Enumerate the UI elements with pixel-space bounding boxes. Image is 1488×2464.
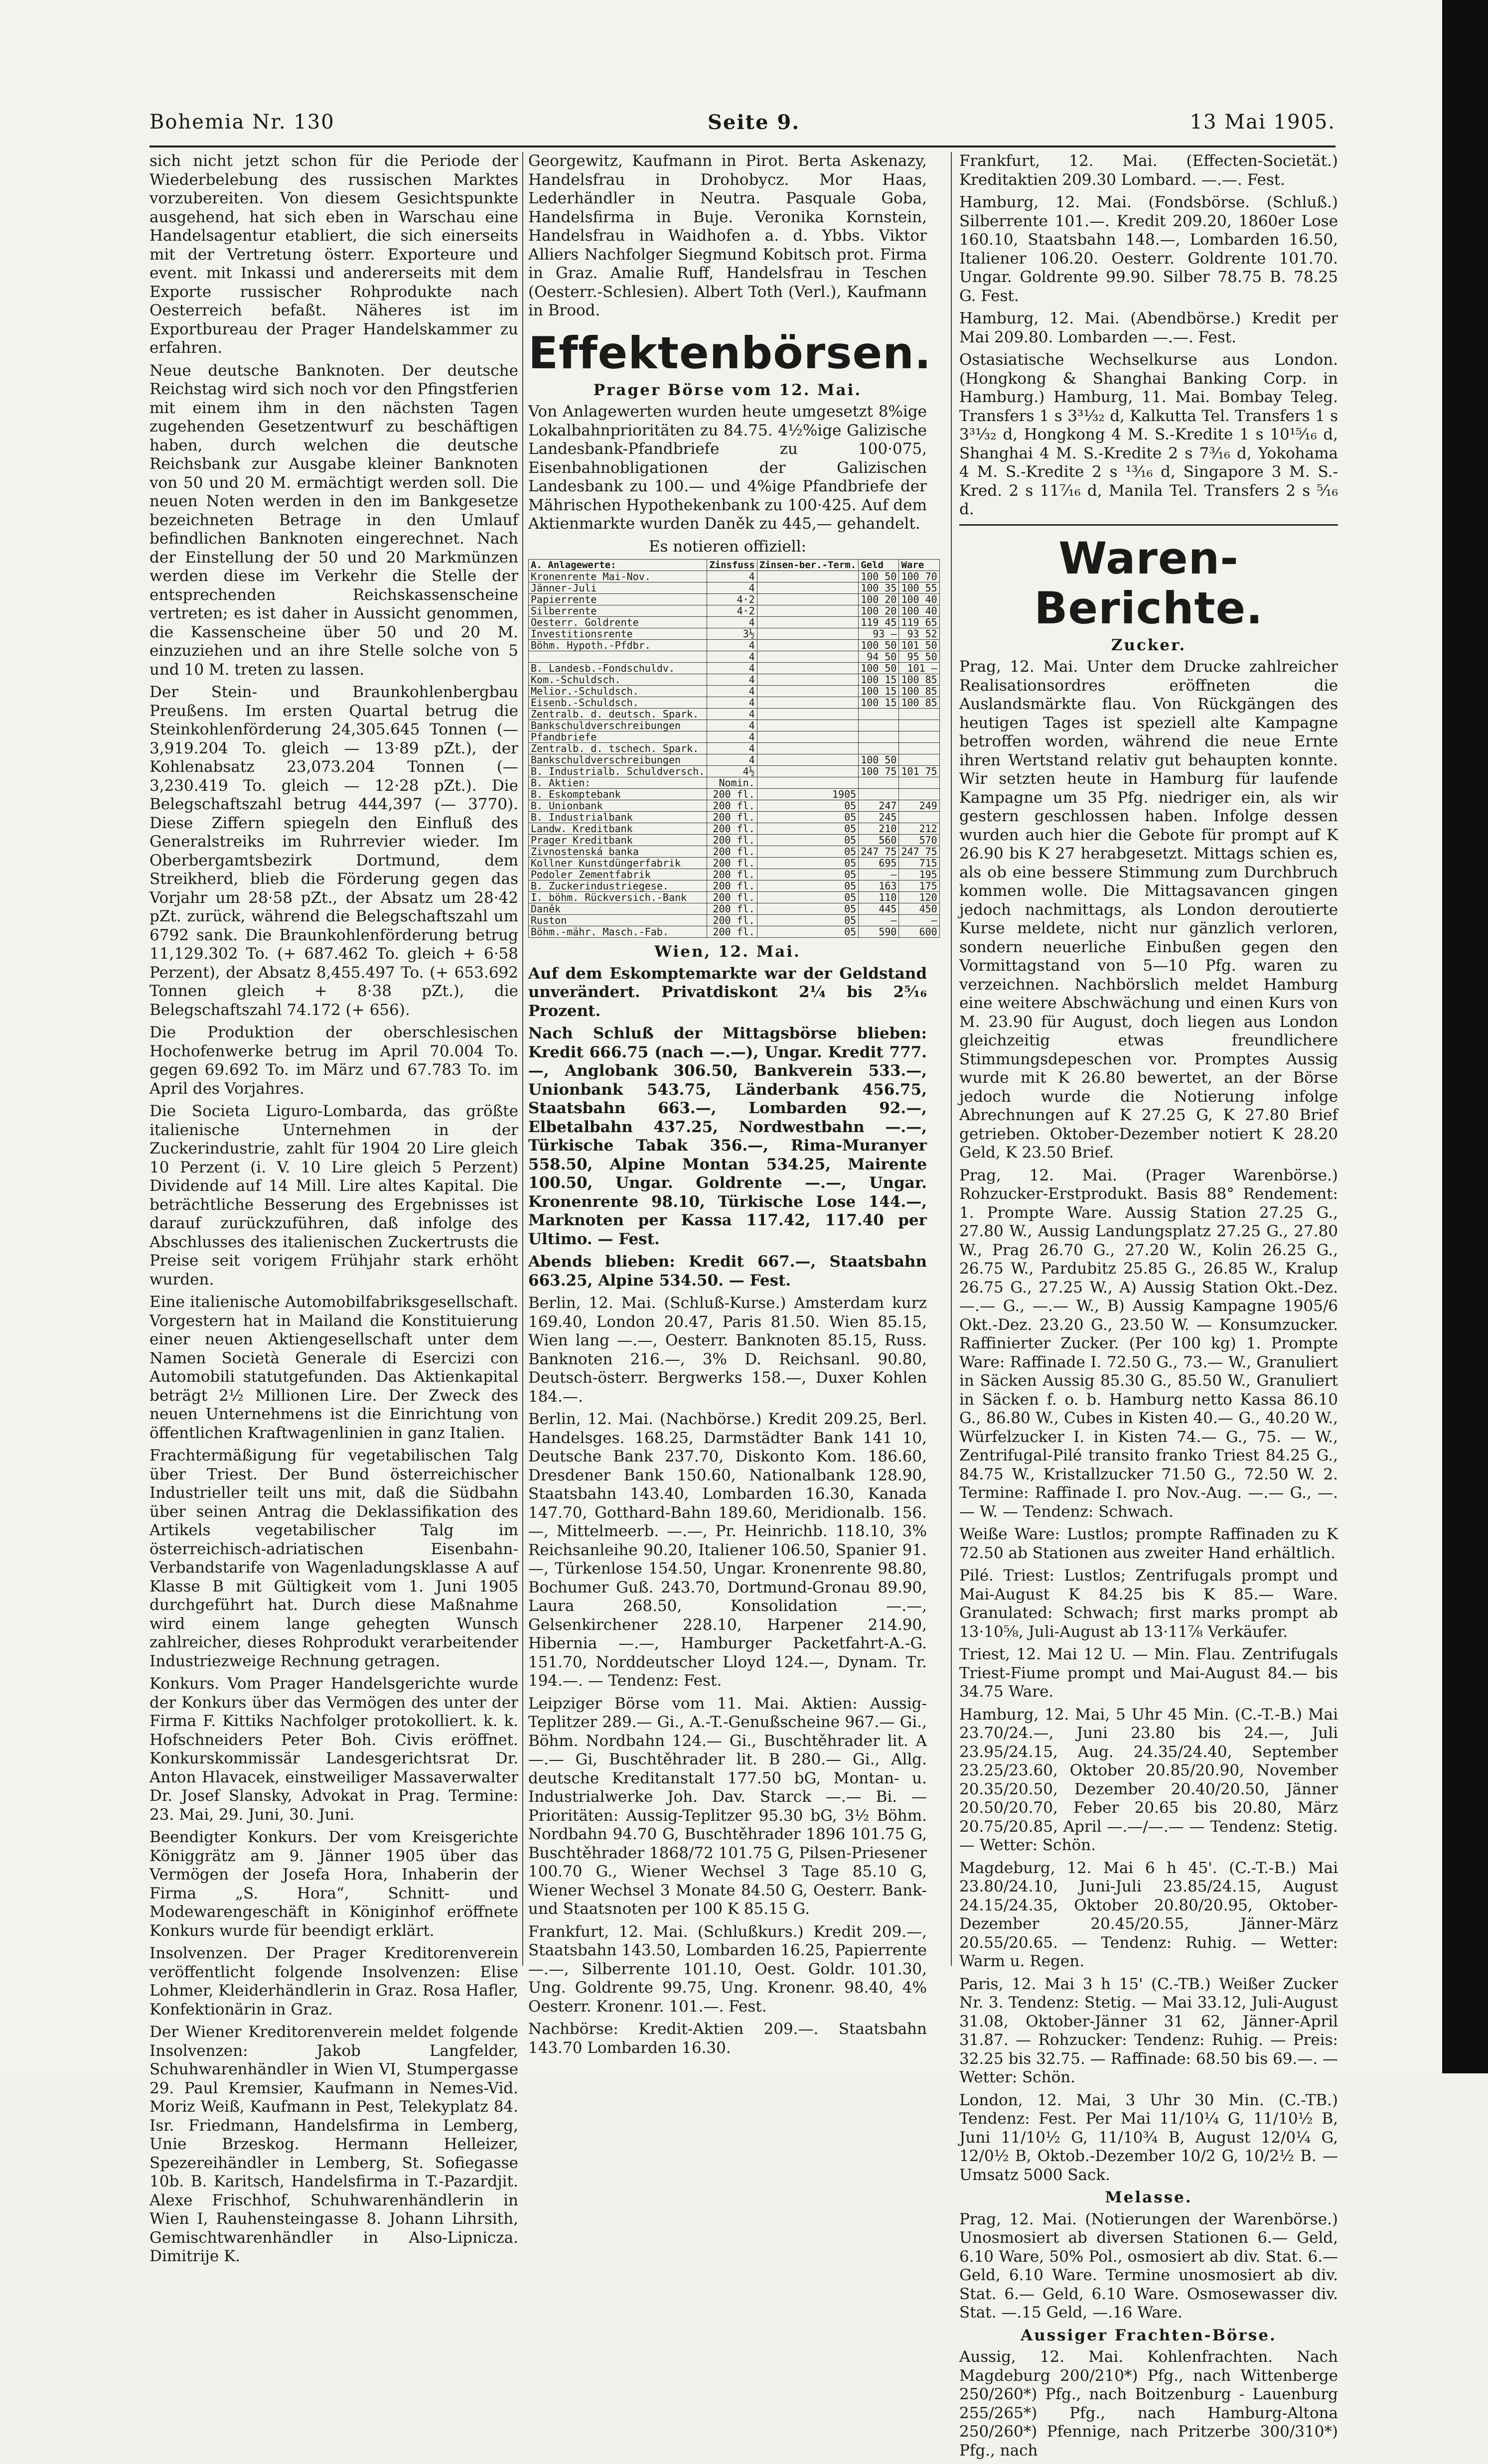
table-cell: 4½	[707, 766, 757, 777]
table-cell: 4	[707, 571, 757, 582]
article-paragraph: Eine italienische Automobilfabriksgesellschaft. Vorgestern hat in Mailand die Konstituierung einer neuen Aktiengesellschaft unter dem Namen Società Generale di Esercizi con Automobili statutgefunden. Das Aktienkapital beträgt 2½ Millionen Lire. Der Zweck des neuen Unternehmens ist die Einrichtung von öffentlichen Kraftwagenlinien in ganz Italien.	[149, 1293, 518, 1442]
table-cell: 3½	[707, 628, 757, 640]
table-cell: 100 85	[899, 674, 939, 686]
prager-boerse-heading: Prager Börse vom 12. Mai.	[593, 381, 862, 399]
zucker-warenboerse: Prag, 12. Mai. (Prager Warenbörse.) Rohzucker-Erstprodukt. Basis 88° Rendement: 1. Prompte Ware. Aussig Station 27.25 G., 27.80 W., Aussig Landungsplatz 27.25 G., 27.80 W., Prag 26.70 G., 27.20 W., Kolin 26.25 G., 26.75 W., Pardubitz 25.85 G., 26.85 W., Kralup 26.75 G., 27.25 W., A) Aussig Station Okt.-Dez. —.— G., —.— W., B) Aussig Kampagne 1905/6 Okt.-Dez. 23.20 G., 23.50 W. — Konsumzucker. Raffinierter Zucker. (Per 100 kg) 1. Prompte Ware: Raffinade I. 72.50 G., 73.— W., Granuliert in Säcken Aussig 85.30 G., 85.50 W., Granuliert in Säcken f. o. b. Hamburg netto Kassa 86.10 G., 86.80 W., Cubes in Kisten 40.— G., 40.20 W., Würfelzucker I. in Kisten 74.— G., 75. — W., Zentrifugal-Pilé transito franko Triest 84.25 G., 84.75 W., Kristallzucker 71.50 G., 72.50 W. 2. Termine: Raffinade I. pro Nov.-Aug. —.— G., —.— W. — Tendenz: Schwach.	[959, 1166, 1338, 1521]
article-paragraph: Insolvenzen. Der Prager Kreditorenverein veröffentlicht folgende Insolvenzen: Elise Lohmer, Kleiderhändlerin in Graz. Rosa Hafler, Konfektionärin in Graz.	[149, 1944, 518, 2019]
table-cell: Zivnostenská banka	[529, 846, 707, 858]
table-cell: 05	[757, 846, 858, 858]
table-cell: Daněk	[529, 903, 707, 915]
column-2	[528, 152, 937, 2061]
table-cell: 101 —	[899, 663, 939, 674]
table-cell: 450	[899, 903, 939, 915]
table-cell: Kom.-Schuldsch.	[529, 674, 707, 686]
table-cell	[757, 777, 858, 789]
table-cell	[757, 605, 858, 617]
table-row	[529, 903, 940, 915]
hamburg-abendboerse: Hamburg, 12. Mai. (Abendbörse.) Kredit per Mai 209.80. Lombarden —.—. Fest.	[959, 309, 1338, 346]
table-cell	[757, 709, 858, 720]
insolvency-continuation: Georgewitz, Kaufmann in Pirot. Berta Askenazy, Handelsfrau in Drohobycz. Mor Haas, Lederhändler in Neutra. Pasquale Goba, Handelsfirma in Buje. Veronika Kornstein, Handelsfrau in Waidhofen a. d. Ybbs. Viktor Alliers Nachfolger Siegmund Kobitsch prot. Firma in Graz. Amalie Ruff, Handelsfrau in Teschen (Oesterr.-Schlesien). Albert Toth (Verl.), Kaufmann in Brood.	[528, 152, 927, 319]
table-cell: 100 50	[859, 754, 899, 766]
table-cell	[859, 731, 899, 743]
table-cell: 05	[757, 892, 858, 903]
table-row	[529, 697, 940, 709]
table-cell: Investitionsrente	[529, 628, 707, 640]
table-row	[529, 892, 940, 903]
table-cell: 200 fl.	[707, 800, 757, 812]
table-row	[529, 777, 940, 789]
table-cell: 101 50	[899, 640, 939, 651]
table-cell: 100 70	[899, 571, 939, 582]
table-cell	[757, 754, 858, 766]
wien-discount: Auf dem Eskomptemarkte war der Geldstand unverändert. Privatdiskont 2¼ bis 2⁵⁄₁₆ Prozent.	[528, 964, 927, 1020]
leipzig-boerse: Leipziger Börse vom 11. Mai. Aktien: Aussig-Teplitzer 289.— Gi., A.-T.-Genußscheine 967.— Gi., Böhm. Nordbahn 124.— Gi., Buschtěhrader lit. A —.— Gi, Buschtěhrader lit. B 280.— Gi., Allg. deutsche Kreditanstalt 177.50 bG, Montan- u. Industrialwerke Joh. Dav. Starck —.— Bi. — Prioritäten: Aussig-Teplitzer 95.30 bG, 3½ Böhm. Nordbahn 94.70 G, Buschtěhrader 1896 101.75 G, Buschtěhrader 1868/72 101.75 G, Pilsen-Priesener 100.70 G., Wiener Wechsel 3 Tage 85.10 G, Wiener Wechsel 3 Monate 84.50 G, Oesterr. Bank- und Staatsnoten per 100 K 85.15 G.	[528, 1694, 927, 1918]
table-row	[529, 823, 940, 835]
table-row	[529, 766, 940, 777]
triest-report: Triest, 12. Mai 12 U. — Min. Flau. Zentrifugals Triest-Fiume prompt und Mai-August 84.— bis 34.75 Ware.	[959, 1645, 1338, 1701]
weisse-ware: Weiße Ware: Lustlos; prompte Raffinaden zu K 72.50 ab Stationen aus zweiter Hand erhältlich.	[959, 1525, 1338, 1562]
table-cell: 100 55	[899, 582, 939, 594]
table-cell: 119 45	[859, 617, 899, 628]
article-paragraph: Beendigter Konkurs. Der vom Kreisgerichte Königgrätz am 9. Jänner 1905 über das Vermögen der Josefa Hora, Inhaberin der Firma „S. Hora“, Schnitt- und Modewarengeschäft in Königinhof eröffnete Konkurs wurde für beendigt erklärt.	[149, 1828, 518, 1940]
table-cell: 4	[707, 754, 757, 766]
table-cell: 590	[859, 926, 899, 938]
table-row	[529, 605, 940, 617]
table-cell: 100 85	[899, 697, 939, 709]
article-paragraph: Der Wiener Kreditorenverein meldet folgende Insolvenzen: Jakob Langfelder, Schuhwarenhändler in Wien VI, Stumpergasse 29. Paul Kremsier, Kaufmann in Nemes-Vid. Moriz Weiß, Kaufmann in Pest, Telekyplatz 84. Isr. Friedmann, Handelsfirma in Lemberg, Unie Brzeskog. Hermann Helleizer, Spezereihändler in Lemberg, St. Sofiegasse 10b. B. Karitsch, Handelsfirma in T.-Pazardjit. Alexe Frischhof, Schuhwarenhändlerin in Wien I, Rauhensteingasse 8. Johann Lihrsith, Gemischtwarenhändler in Also-Lipnicza. Dimitrije K.	[149, 2023, 518, 2265]
frachten-report: Aussig, 12. Mai. Kohlenfrachten. Nach Magdeburg 200/210*) Pfg., nach Wittenberge 250/260*) Pfg., nach Boitzenburg - Lauenburg 255/265*) Pfg., nach Hamburg-Altona 250/260*) Pfennige, nach Pritzerbe 300/310*) Pfg., nach	[959, 2348, 1338, 2460]
table-cell: 95 50	[899, 651, 939, 663]
table-cell: 200 fl.	[707, 869, 757, 880]
table-cell: 200 fl.	[707, 880, 757, 892]
table-cell: Podoler Zementfabrik	[529, 869, 707, 880]
table-cell: 200 fl.	[707, 915, 757, 926]
header-paper-name: Bohemia Nr. 130	[149, 111, 335, 134]
table-cell: 200 fl.	[707, 903, 757, 915]
article-paragraph: sich nicht jetzt schon für die Periode der Wiederbelebung des russischen Marktes vorzubereiten. Von diesem Gesichtspunkte ausgehend, hat sich eben in Warschau eine Handelsagentur etabliert, die sich einerseits mit der Vertretung österr. Exporteure und event. mit Inkassi und andererseits mit dem Exporte russischer Rohprodukte nach Oesterreich befaßt. Näheres ist im Exportbureau der Prager Handelskammer zu erfahren.	[149, 152, 518, 357]
table-cell: 05	[757, 835, 858, 846]
section-title-warenberichte: Waren-Berichte.	[1034, 532, 1263, 634]
table-cell: Nomin.	[707, 777, 757, 789]
article-paragraph: Konkurs. Vom Prager Handelsgerichte wurde der Konkurs über das Vermögen des unter der Firma F. Kittiks Nachfolger protokolliert. k. k. Hofschneiders Peter Boh. Civis eröffnet. Konkurskommissär Landesgerichtsrat Dr. Anton Hlavacek, einstweiliger Massaverwalter Dr. Josef Slansky, Advokat in Prag. Termine: 23. Mai, 29. Juni, 30. Juni.	[149, 1675, 518, 1824]
berlin-afterhours: Berlin, 12. Mai. (Nachbörse.) Kredit 209.25, Berl. Handelsges. 168.25, Darmstädter Bank 141 10, Deutsche Bank 237.70, Diskonto Kom. 186.60, Dresdener Bank 150.60, Nationalbank 128.90, Staatsbahn 143.40, Lombarden 16.30, Kanada 147.70, Gotthard-Bahn 189.60, Meridionalb. 156.—, Mittelmeerb. —.—, Pr. Heinrichb. 118.10, 3% Reichsanleihe 90.20, Italiener 106.50, Spanier 91.—, Türkenlose 154.50, Ungar. Kronenrente 98.80, Bochumer Guß. 243.70, Dortmund-Gronau 89.90, Laura 268.50, Konsolidation —.—, Gelsenkirchener 228.10, Harpener 214.90, Hibernia —.—, Hamburger Packetfahrt-A.-G. 151.70, Norddeutscher Lloyd 124.—, Dynam. Tr. 194.—. — Tendenz: Fest.	[528, 1410, 927, 1690]
table-cell	[859, 777, 899, 789]
london-zucker: London, 12. Mai, 3 Uhr 30 Min. (C.-TB.) Tendenz: Fest. Per Mai 11/10¼ G, 11/10½ B, Juni 11/10½ G, 11/10¾ B, August 12/0¼ G, 12/0½ B, Oktob.-Dezember 10/2 G, 10/2½ B. — Umsatz 5000 Sack.	[959, 2091, 1338, 2184]
table-cell: I. böhm. Rückversich.-Bank	[529, 892, 707, 903]
table-cell: 200 fl.	[707, 823, 757, 835]
table-cell: Kronenrente Mai-Nov.	[529, 571, 707, 582]
table-cell	[899, 777, 939, 789]
table-cell: 05	[757, 812, 858, 823]
frankfurt-afterhours: Nachbörse: Kredit-Aktien 209.—. Staatsbahn 143.70 Lombarden 16.30.	[528, 2020, 927, 2057]
zucker-report: Prag, 12. Mai. Unter dem Drucke zahlreicher Realisationsordres eröffneten die Auslandsmärkte flau. Von Rückgängen des heutigen Tages ist speziell alte Kampagne betroffen worden, während die neue Ernte ihren Wertstand relativ gut behaupten konnte. Wir setzten heute in Hamburg für laufende Kampagne um 35 Pfg. niedriger ein, als wir gestern geschlossen haben. Infolge dessen wurden auch hier die Gebote für prompt auf K 26.90 bis K 27 herabgesetzt. Mittags schien es, als ob eine bessere Stimmung zum Durchbruch kommen wolle. Die Mittagsavancen gingen jedoch nachmittags, als London deroutierte Kurse meldete, nicht nur gänzlich verloren, sondern neuerliche Einbußen gegen den Vormittagstand von 5—10 Pfg. waren zu verzeichnen. Nachbörslich meldet Hamburg eine weitere Abschwächung und einen Kurs von M. 23.90 für August, doch liegen aus London gleichzeitig etwas freundlichere Stimmungsdepeschen vor. Promptes Aussig wurde mit K 26.80 bewertet, an der Börse jedoch wurde die Notierung infolge Abrechnungen auf K 27.25 G, K 27.80 Brief getrieben. Oktober-Dezember notiert K 28.20 Geld, K 23.50 Brief.	[959, 658, 1338, 1161]
frachten-heading: Aussiger Frachten-Börse.	[1021, 2326, 1277, 2344]
table-cell: 93 —	[859, 628, 899, 640]
table-cell: 05	[757, 915, 858, 926]
table-row	[529, 869, 940, 880]
exchange-rate-table	[528, 559, 940, 938]
table-cell: B. Aktien:	[529, 777, 707, 789]
table-header: Zinsfuss	[707, 560, 757, 571]
table-cell: 570	[899, 835, 939, 846]
article-paragraph: Frachtermäßigung für vegetabilischen Talg über Triest. Der Bund österreichischer Industrieller teilt uns mit, daß die Südbahn über seinen Antrag die Deklassifikation des Artikels vegetabilischer Talg im österreichisch-adriatischen Eisenbahn-Verbandstarife von Wagenladungsklasse A auf Klasse B mit Gültigkeit vom 1. Juni 1905 durchgeführt hat. Durch diese Maßnahme wird einem lange gehegten Wunsch zahlreicher, dieses Rohprodukt verarbeitender Industriezweige Rechnung getragen.	[149, 1447, 518, 1670]
table-cell: 100 15	[859, 674, 899, 686]
table-cell: 200 fl.	[707, 858, 757, 869]
magdeburg-zucker: Magdeburg, 12. Mai 6 h 45'. (C.-T.-B.) Mai 23.80/24.10, Juni-Juli 23.85/24.15, August 24.15/24.35, Oktober 20.80/20.95, Oktober-Dezember 20.45/20.55, Jänner-März 20.55/20.65. — Tendenz: Ruhig. — Wetter: Warm u. Regen.	[959, 1859, 1338, 1970]
table-cell: B. Industrialbank	[529, 812, 707, 823]
table-cell: 100 40	[899, 605, 939, 617]
column-rule-2	[951, 152, 952, 1966]
berlin-closing: Berlin, 12. Mai. (Schluß-Kurse.) Amsterdam kurz 169.40, London 20.47, Paris 81.50. Wien 85.15, Wien lang —.—, Oesterr. Banknoten 85.15, Russ. Banknoten 216.—, 3% D. Reichsanl. 90.80, Deutsch-österr. Bergwerks 158.—, Duxer Kohlen 184.—.	[528, 1294, 927, 1406]
table-row	[529, 686, 940, 697]
table-cell: 100 35	[859, 582, 899, 594]
table-row	[529, 846, 940, 858]
table-cell: —	[899, 915, 939, 926]
table-cell: Eisenb.-Schuldsch.	[529, 697, 707, 709]
table-row	[529, 674, 940, 686]
article-paragraph: Die Societa Liguro-Lombarda, das größte italienische Unternehmen in der Zuckerindustrie, zahlt für 1904 20 Lire gleich 10 Perzent (i. V. 10 Lire gleich 5 Perzent) Dividende auf 14 Mill. Lire altes Kapital. Die beträchtliche Besserung des Ergebnisses ist darauf zurückzuführen, daß infolge des Abschlusses des italienischen Zuckertrusts die Preise seit vorigem Frühjahr stark erhöht wurden.	[149, 1102, 518, 1289]
header-page-number: Seite 9.	[708, 111, 800, 134]
table-cell: 119 65	[899, 617, 939, 628]
table-cell: 4	[707, 663, 757, 674]
table-cell: B. Zuckerindustriegese.	[529, 880, 707, 892]
section-title-effektenboersen: Effektenbörsen.	[528, 327, 932, 379]
table-cell	[859, 709, 899, 720]
table-cell	[899, 789, 939, 800]
table-row	[529, 628, 940, 640]
table-cell: B. Industrialb. Schuldversch.	[529, 766, 707, 777]
table-header: Ware	[899, 560, 939, 571]
table-cell	[757, 674, 858, 686]
table-row	[529, 571, 940, 582]
table-cell: 100 40	[899, 594, 939, 605]
table-cell: 05	[757, 869, 858, 880]
table-cell: 247 75	[859, 846, 899, 858]
table-cell: Landw. Kreditbank	[529, 823, 707, 835]
table-cell: 200 fl.	[707, 789, 757, 800]
header-rule	[149, 145, 1336, 147]
table-cell	[757, 640, 858, 651]
table-cell: 100 20	[859, 605, 899, 617]
table-cell	[899, 812, 939, 823]
melasse-heading: Melasse.	[1105, 2188, 1192, 2206]
table-cell: 212	[899, 823, 939, 835]
table-cell: 4	[707, 731, 757, 743]
table-cell: 120	[899, 892, 939, 903]
table-cell: Zentralb. d. tschech. Spark.	[529, 743, 707, 754]
table-cell: 100 20	[859, 594, 899, 605]
table-cell: 100 75	[859, 766, 899, 777]
wien-closing: Nach Schluß der Mittagsbörse blieben: Kredit 666.75 (nach —.—), Ungar. Kredit 777.—, Anglobank 306.50, Bankverein 533.—, Unionbank 543.75, Länderbank 456.75, Staatsbahn 663.—, Lombarden 92.—, Elbetalbahn 437.25, Nordwestbahn —.—, Türkische Tabak 356.—, Rima-Muranyer 558.50, Alpine Montan 534.25, Mairente 100.50, Ungar. Goldrente —.—, Ungar. Kronenrente 98.10, Türkische Lose 144.—, Marknoten per Kassa 117.42, 117.40 per Ultimo. — Fest.	[528, 1024, 927, 1248]
table-cell: 163	[859, 880, 899, 892]
table-cell: Pfandbriefe	[529, 731, 707, 743]
table-row	[529, 663, 940, 674]
article-paragraph: Der Stein- und Braunkohlenbergbau Preußens. Im ersten Quartal betrug die Steinkohlenförderung 24,305.645 Tonnen (— 3,919.204 To. gleich — 13·89 pZt.), der Kohlenabsatz 23,073.204 Tonnen (— 3,230.419 To. gleich — 12·28 pZt.). Die Belegschaftszahl betrug 444,397 (— 3770). Diese Ziffern spiegeln den Einfluß des Generalstreiks im Ruhrrevier wieder. Im Oberbergamtsbezirk Dortmund, dem Streikherd, blieb die Förderung gegen das Vorjahr um 28·58 pZt., der Absatz um 28·42 pZt. zurück, während die Belegschaftszahl um 6792 sank. Die Braunkohlenförderung betrug 11,129.302 To. (+ 687.462 To. gleich + 6·58 Perzent), der Absatz 8,455.497 To. (+ 653.692 Tonnen gleich + 8·38 pZt.), die Belegschaftszahl 74.172 (+ 656).	[149, 683, 518, 1019]
table-row	[529, 812, 940, 823]
hamburg-fondsboerse: Hamburg, 12. Mai. (Fondsbörse. (Schluß.) Silberrente 101.—. Kredit 209.20, 1860er Lose 160.10, Staatsbahn 148.—, Lombarden 16.50, Italiener 106.20. Oesterr. Goldrente 101.70. Ungar. Goldrente 99.90. Silber 78.75 B. 78.25 G. Fest.	[959, 193, 1338, 305]
table-row	[529, 640, 940, 651]
article-paragraph: Die Produktion der oberschlesischen Hochofenwerke betrug im April 70.004 To. gegen 69.692 To. im März und 67.783 To. im April des Vorjahres.	[149, 1023, 518, 1098]
table-cell	[529, 651, 707, 663]
table-cell: 4	[707, 709, 757, 720]
table-cell: 200 fl.	[707, 812, 757, 823]
table-cell	[899, 709, 939, 720]
header-date: 13 Mai 1905.	[1190, 111, 1336, 134]
table-cell: 4	[707, 697, 757, 709]
table-body	[529, 571, 940, 938]
table-cell: 05	[757, 800, 858, 812]
table-cell: 4	[707, 720, 757, 731]
hamburg-zucker: Hamburg, 12. Mai, 5 Uhr 45 Min. (C.-T.-B.) Mai 23.70/24.—, Juni 23.80 bis 24.—, Juli 23.95/24.15, Aug. 24.35/24.40, September 23.25/23.60, Oktober 20.85/20.90, November 20.35/20.50, Dezember 20.40/20.50, Jänner 20.50/20.70, Feber 20.65 bis 20.80, März 20.75/20.85, April —.—/—.— — Tendenz: Stetig. — Wetter: Schön.	[959, 1705, 1338, 1854]
table-row	[529, 835, 940, 846]
table-cell: Kollner Kunstdüngerfabrik	[529, 858, 707, 869]
table-cell: 05	[757, 880, 858, 892]
table-cell: 4	[707, 582, 757, 594]
table-cell: Zentralb. d. deutsch. Spark.	[529, 709, 707, 720]
table-cell	[757, 686, 858, 697]
frankfurt-effecten: Frankfurt, 12. Mai. (Effecten-Societät.) Kreditaktien 209.30 Lombard. —.—. Fest.	[959, 152, 1338, 189]
table-cell: 200 fl.	[707, 892, 757, 903]
scan-border	[1442, 0, 1488, 2073]
table-cell: 247	[859, 800, 899, 812]
table-cell: 195	[899, 869, 939, 880]
table-cell: 1905	[757, 789, 858, 800]
table-row	[529, 858, 940, 869]
zucker-heading: Zucker.	[1111, 636, 1187, 654]
table-cell: 715	[899, 858, 939, 869]
table-cell: 200 fl.	[707, 926, 757, 938]
table-cell	[757, 617, 858, 628]
table-cell: B. Landesb.-Fondschuldv.	[529, 663, 707, 674]
table-cell: 100 85	[899, 686, 939, 697]
table-cell: 249	[899, 800, 939, 812]
triest-pile: Pilé. Triest: Lustlos; Zentrifugals prompt und Mai-August K 84.25 bis K 85.— Ware. Granulated: Schwach; first marks prompt ab 13·10⁵⁄₈, Juli-August ab 13·11⁷⁄₈ Verkäufer.	[959, 1567, 1338, 1641]
table-cell: 4	[707, 617, 757, 628]
table-cell: Bankschuldverschreibungen	[529, 720, 707, 731]
table-cell: 100 50	[859, 640, 899, 651]
table-cell: 4	[707, 640, 757, 651]
table-cell: 247 75	[899, 846, 939, 858]
table-cell: Melior.-Schuldsch.	[529, 686, 707, 697]
table-cell	[757, 651, 858, 663]
table-cell: 4	[707, 674, 757, 686]
table-cell	[757, 594, 858, 605]
table-row	[529, 915, 940, 926]
table-cell: 4·2	[707, 605, 757, 617]
table-row	[529, 651, 940, 663]
table-cell: 93 52	[899, 628, 939, 640]
table-cell	[757, 582, 858, 594]
table-header: A. Anlagewerte:	[529, 560, 707, 571]
column-1	[149, 152, 518, 2270]
table-cell: 4·2	[707, 594, 757, 605]
table-cell: 4	[707, 743, 757, 754]
column-3	[959, 152, 1338, 2464]
table-header: Zinsen-ber.-Term.	[757, 560, 858, 571]
section-rule	[959, 524, 1338, 526]
table-row	[529, 789, 940, 800]
table-cell: 110	[859, 892, 899, 903]
table-row	[529, 594, 940, 605]
table-cell: 245	[859, 812, 899, 823]
table-cell: 600	[899, 926, 939, 938]
table-cell	[757, 628, 858, 640]
table-cell: Silberrente	[529, 605, 707, 617]
table-cell	[899, 720, 939, 731]
table-cell: Böhm. Hypoth.-Pfdbr.	[529, 640, 707, 651]
table-cell: —	[859, 869, 899, 880]
table-cell	[859, 743, 899, 754]
table-cell: Oesterr. Goldrente	[529, 617, 707, 628]
table-row	[529, 754, 940, 766]
frankfurt-closing: Frankfurt, 12. Mai. (Schlußkurs.) Kredit 209.—, Staatsbahn 143.50, Lombarden 16.25, Papierrente —.—, Silberrente 101.10, Oest. Goldr. 101.30, Ung. Goldrente 99.75, Ung. Kronenr. 98.40, 4% Oesterr. Kronenr. 101.—. Fest.	[528, 1922, 927, 2016]
table-cell: —	[859, 915, 899, 926]
table-cell	[757, 731, 858, 743]
table-cell: 695	[859, 858, 899, 869]
table-row	[529, 880, 940, 892]
table-cell: Böhm.-mähr. Masch.-Fab.	[529, 926, 707, 938]
table-cell: 560	[859, 835, 899, 846]
table-cell: 100 50	[859, 663, 899, 674]
table-cell: Jänner-Juli	[529, 582, 707, 594]
table-cell: 05	[757, 858, 858, 869]
ostasiatische-wechselkurse: Ostasiatische Wechselkurse aus London. (Hongkong & Shanghai Banking Corp. in Hamburg.) Hamburg, 11. Mai. Bombay Teleg. Transfers 1 s 3³¹⁄₃₂ d, Kalkutta Tel. Transfers 1 s 3³¹⁄₃₂ d, Hongkong 4 M. S.-Kredite 1 s 10¹⁵⁄₁₆ d, Shanghai 4 M. S.-Kredite 2 s 7³⁄₁₆ d, Yokohama 4 M. S.-Kredite 2 s ¹³⁄₁₆ d, Singapore 3 M. S.-Kred. 2 s 11⁷⁄₁₆ d, Manila Tel. Transfers 2 s ⁵⁄₁₆ d.	[959, 351, 1338, 518]
table-cell	[757, 663, 858, 674]
table-cell: 101 75	[899, 766, 939, 777]
table-header-row	[529, 560, 940, 571]
prager-boerse-lead: Von Anlagewerten wurden heute umgesetzt 8%ige Lokalbahnprioritäten zu 84.75. 4½%ige Galizische Landesbank-Pfandbriefe zu 100·075, Eisenbahnobligationen der Galizischen Landesbank zu 100.— und 4%ige Pfandbriefe der Mährischen Hypothekenbank zu 100·425. Auf dem Aktienmarkte wurden Daněk zu 445,— gehandelt.	[528, 403, 927, 533]
table-cell: 175	[899, 880, 939, 892]
table-cell	[859, 720, 899, 731]
table-cell: Bankschuldverschreibungen	[529, 754, 707, 766]
table-row	[529, 720, 940, 731]
table-cell	[899, 731, 939, 743]
table-cell	[757, 766, 858, 777]
table-row	[529, 926, 940, 938]
column-rule-1	[522, 152, 523, 1966]
table-cell: 200 fl.	[707, 846, 757, 858]
wien-heading: Wien, 12. Mai.	[654, 943, 801, 961]
table-row	[529, 800, 940, 812]
table-cell: B. Unionbank	[529, 800, 707, 812]
table-cell	[757, 743, 858, 754]
table-cell: Ruston	[529, 915, 707, 926]
table-cell: 05	[757, 823, 858, 835]
table-cell: 210	[859, 823, 899, 835]
table-cell: 05	[757, 926, 858, 938]
table-cell	[757, 697, 858, 709]
table-cell: 200 fl.	[707, 835, 757, 846]
table-row	[529, 731, 940, 743]
table-caption: Es notieren offiziell:	[648, 537, 807, 556]
wien-evening: Abends blieben: Kredit 667.—, Staatsbahn 663.25, Alpine 534.50. — Fest.	[528, 1253, 927, 1290]
table-row	[529, 582, 940, 594]
table-cell: 100 50	[859, 571, 899, 582]
table-cell: 100 15	[859, 686, 899, 697]
table-cell: 445	[859, 903, 899, 915]
table-cell	[899, 754, 939, 766]
table-row	[529, 743, 940, 754]
table-cell	[757, 571, 858, 582]
melasse-report: Prag, 12. Mai. (Notierungen der Warenbörse.) Unosmosiert ab diversen Stationen 6.— Geld, 6.10 Ware, 50% Pol., osmosiert ab div. Stat. 6.— Geld, 6.10 Ware. Termine unosmosiert ab div. Stat. 6.— Geld, 6.10 Ware. Osmosewasser div. Stat. —.15 Geld, —.16 Ware.	[959, 2210, 1338, 2321]
table-cell: 4	[707, 651, 757, 663]
table-cell: 05	[757, 903, 858, 915]
article-paragraph: Neue deutsche Banknoten. Der deutsche Reichstag wird sich noch vor den Pfingstferien mit einem ihm in den nächsten Tagen zugehenden Gesetzentwurf zu beschäftigen haben, durch welchen die deutsche Reichsbank zur Ausgabe kleiner Banknoten von 50 und 20 M. ermächtigt werden soll. Die neuen Noten werden in den im Bankgesetze bezeichneten Betrage in den Umlauf befindlichen Banknoten eingerechnet. Nach der Einstellung der 50 und 20 Markmünzen werden diese im Verkehr die Stelle der entsprechenden Reichskassenscheine vertreten; es ist daher in Aussicht genommen, die Kassenscheine über 50 und 20 M. einzuziehen und an ihre Stelle solche von 5 und 10 M. treten zu lassen.	[149, 361, 518, 679]
table-row	[529, 709, 940, 720]
table-cell: 4	[707, 686, 757, 697]
paris-zucker: Paris, 12. Mai 3 h 15' (C.-TB.) Weißer Zucker Nr. 3. Tendenz: Stetig. — Mai 33.12, Juli-August 31.08, Oktober-Jänner 31 62, Jänner-April 31.87. — Rohzucker: Tendenz: Ruhig. — Preis: 32.25 bis 32.75. — Raffinade: 68.50 bis 69.—. — Wetter: Schön.	[959, 1975, 1338, 2086]
table-cell: 100 15	[859, 697, 899, 709]
table-cell: B. Eskomptebank	[529, 789, 707, 800]
table-cell: Prager Kreditbank	[529, 835, 707, 846]
table-cell	[757, 720, 858, 731]
table-row	[529, 617, 940, 628]
table-cell	[899, 743, 939, 754]
table-cell	[859, 789, 899, 800]
table-cell: 94 50	[859, 651, 899, 663]
table-cell: Papierrente	[529, 594, 707, 605]
table-header: Geld	[859, 560, 899, 571]
page-header	[149, 105, 1336, 140]
